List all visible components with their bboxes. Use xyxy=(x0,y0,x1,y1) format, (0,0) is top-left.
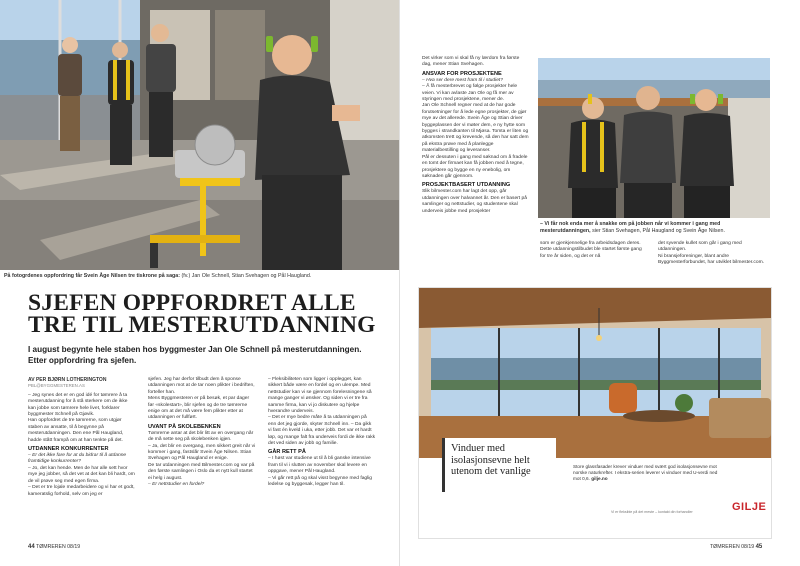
paragraph: Jan Ole Schnell regner med at de har gode forutsetninger for å lede egne prosjekter, de gjør mye av det allerede. Svein Åge og Stian driver byggeplassen der vi møter dem, e ny hytte som bygges i strandkanten til Mjøsa. Tomta er liten og atkomsten trett og krevende, så den har satt dem på ekstra prøve med å planlegge materialbestilling og leveranser. xyxy=(422,103,529,154)
question: – Er det ikke fare for at du bidrar til å utdanne framtidige konkurrenter? xyxy=(28,453,127,465)
paragraph: – Å få mesterbrevet og følge prosjekter hele veien. Vi kan avlaste Jan Ole og få mer av styringen med prosjektene, mener de. xyxy=(422,84,518,103)
page-number: 45 xyxy=(755,544,763,550)
gilje-advertisement[interactable] xyxy=(418,287,772,539)
question: – Hva ser dere mest fram til i studiet? xyxy=(422,77,503,83)
paragraph: sjefen. Jeg har derfor tilbudt dem å sponse utdanningen mot at de tar noen plikter i bedriften, forteller han. xyxy=(148,377,255,395)
living-room-photo xyxy=(419,288,771,458)
paragraph: Dette utdanningstilbudet ble startet første gang for tre år siden, og det er nå xyxy=(540,247,642,259)
paragraph: det syvende kullet som går i gang med utdanningen. xyxy=(658,241,742,253)
ad-fine-print: Vi er fleksible på det meste – kontakt din forhandler xyxy=(611,510,693,514)
article-headline: SJEFEN OPPFORDRET ALLE TRE TIL MESTERUTDANNING xyxy=(28,290,376,338)
paragraph: – Vi går rett på og skal visst begynne med faglig ledelse og byggesak, legger han til. xyxy=(268,475,373,488)
subheading: UTDANNER KONKURRENTER xyxy=(28,446,109,453)
paragraph: Ni bransjeforeninger, blant andre Byggmesterforbundet, har utviklet bilmester.com. xyxy=(658,253,765,266)
question: – Er nettstudier en fordel? xyxy=(148,482,205,488)
workers-portrait-photo xyxy=(538,58,770,218)
subheading: UVANT PÅ SKOLEBENKEN xyxy=(148,423,221,430)
paragraph: Slik bilmester.com har lagt det opp, går utdanningen over halvannet år. Den er basert på samlinger og nettstudier, og studentene skal underveis jobbe med prosjekter xyxy=(422,189,527,214)
paragraph: – Jo, det kan hende. Men de har alle sett hvor mye jeg jobber, så det vet at det kan bli hardt, om de vil prøve seg med egen firma. xyxy=(28,465,135,484)
left-caption-lead: På fotogrdenes oppfordring får Svein Åge Nilsen tre tiskrone på saga: xyxy=(4,273,181,279)
paragraph: Han oppfordret de tre tømrerne, som utgjør staben av ansatte, til å begynne på mesterutdanningen. Den ene Pål Haugland, hadde stått frampå om at han tenkte på det. xyxy=(28,418,124,443)
paragraph: – I høst var studiene ut til å bli ganske intensive fram til vi i slutten av november skal levere en oppgave, mener Pål Haugland. xyxy=(268,456,371,475)
subheading: GÅR RETT PÅ xyxy=(268,449,306,456)
ad-headline-box: Vinduer med isolasjonsevne helt utenom det vanlige xyxy=(442,438,556,492)
subheading: PROSJEKTBASERT UTDANNING xyxy=(422,182,511,189)
paragraph: som er gjenkjennelige fra arbeidsdagen deres. xyxy=(540,241,641,246)
left-caption-text: (fv.) Jan Ole Schnell, Stian Svehagen og Pål Haugland. xyxy=(181,273,312,279)
paragraph: De tar utdanningen med Bilmester.com og var på den første samlingen i Oslo da et nytt kull startet ei helg i august. xyxy=(148,462,255,481)
magazine-issue: TØMREREN 08/19 xyxy=(36,544,81,550)
left-column-1 xyxy=(28,377,136,498)
left-folio xyxy=(28,544,80,550)
ad-body-text xyxy=(573,464,723,482)
left-photo-caption xyxy=(4,273,396,280)
right-caption-lead: – Vi får nok enda mer å snakke om på jobben når vi kommer i gang med mesterutdanningen, xyxy=(540,221,721,234)
paragraph: Tømrerne antar at det blir litt av en overgang når de må sette seg på skolebenken igjen. xyxy=(148,430,254,443)
ad-website-link[interactable]: gilje.no xyxy=(591,476,608,482)
left-column-3 xyxy=(268,377,376,489)
right-column-1 xyxy=(422,56,530,215)
paragraph: – Ja, det blir en overgang, men sikkert greit når vi kommer i gang, fastslår Svein Åge Nilsen. Stian Svehagen og Pål Haugland er enige. xyxy=(148,443,256,462)
construction-site-photo xyxy=(0,0,400,270)
ad-description: Store glassfasader krever vinduer med svært god isolasjonsevne mot norske naturkrefter. I ekstra-serien leverer vi vinduer med U-verdi ned mot 0,6. xyxy=(573,464,718,482)
right-folio xyxy=(710,544,762,550)
magazine-issue: TØMREREN 08/19 xyxy=(710,544,755,550)
paragraph: Det virker som vi skal få ny lærdom fra første dag, mener Stian Svehagen. xyxy=(422,56,520,68)
left-column-2 xyxy=(148,377,256,489)
right-column-2 xyxy=(540,241,648,260)
gilje-logo[interactable]: GILJE xyxy=(732,501,767,513)
paragraph: – Jeg synes det er en god idé for tømrere å ta mesterutdanning for å stå sterkere om de ikke kan jobbe som tømrere hele livet, forklarer byggmester Schnell på Gjøvik. xyxy=(28,392,128,418)
paragraph: Mens Byggmesteren er på besøk, et par dager før «skolestart», blir sjefen og de tre tømrerne enige om at det må være fem plikter etter at utdanningen er fullført. xyxy=(148,396,250,421)
right-photo-caption xyxy=(540,221,772,234)
byline-email: PBL@BYGGMESTEREN.AS xyxy=(28,383,85,389)
right-caption-text: sier Stian Svehagen, Pål Haugland og Svein Åge Nilsen. xyxy=(592,227,725,234)
paragraph: – Det er tre lojale medarbeidere og vi har et godt, kameratslig forhold, selv om jeg er xyxy=(28,485,135,497)
paragraph: – Fleksibiliteten som ligger i opplegget, kan sikkert både være en fordel og en ulempe. Med nettstudier kan vi se gjennom forelesningene så mange ganger vi ønsker. Og siden vi er tre fra samme firma, kan vi jo diskutere og hjelpe hverandre underveis. xyxy=(268,377,372,415)
paragraph: – Det er mye bedre måte å ta utdanningen på enn det jeg gjorde, skyter Schnell inn. – Da gikk vi fast én kveld i uka, etter jobb. Det var et hardt løp, og mange falt fra underveis fordi de ikke rakk det ved siden av jobb og familie. xyxy=(268,415,376,447)
subheading: ANSVAR FOR PROSJEKTENE xyxy=(422,70,502,77)
right-column-3 xyxy=(658,241,766,267)
paragraph: Pål er dessuten i gang med søknad om å fradele en tomt der firmaet kan få jobben med å tegne, prosjektere og bygge en ny enebolig, om søknaden går gjennom. xyxy=(422,154,528,179)
article-ingress: I august begynte hele staben hos byggmester Jan Ole Schnell på mesterutdanningen. Etter oppfordring fra sjefen. xyxy=(28,345,362,365)
byline: AV PER BJØRN LOTHERINGTON xyxy=(28,377,107,383)
page-number: 44 xyxy=(28,544,35,550)
